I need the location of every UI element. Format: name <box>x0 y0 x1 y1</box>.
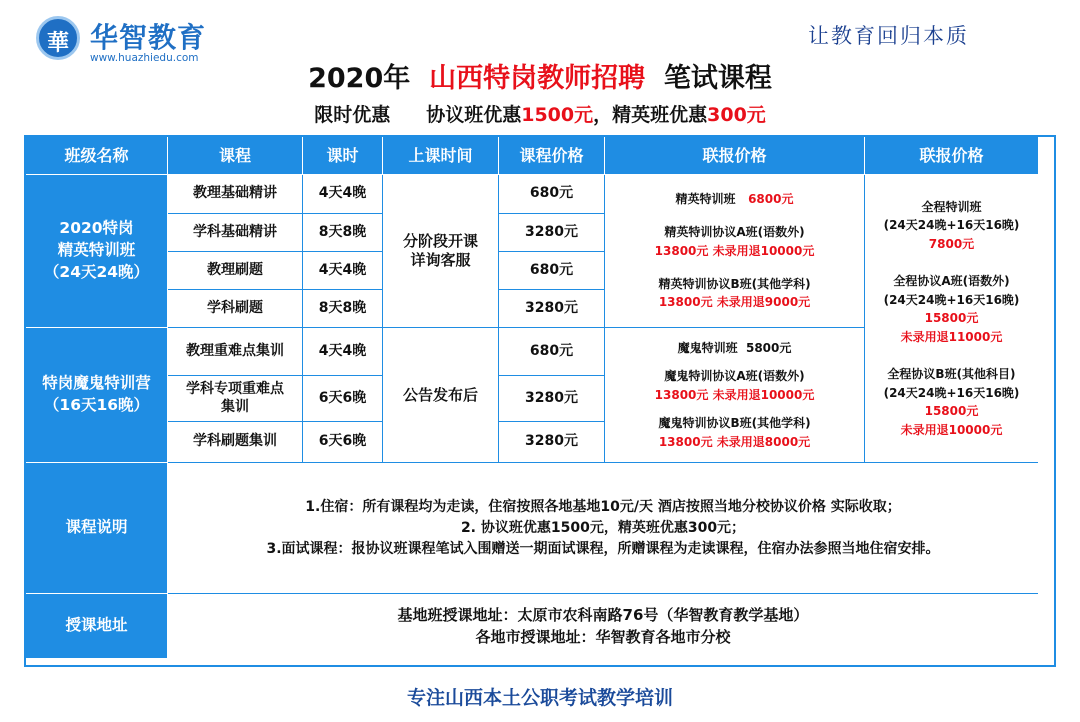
combo-detail: (24天24晚+16天16晚) <box>883 385 1020 400</box>
combo-refund: 未录用退10000元 <box>712 243 815 258</box>
combo-devil <box>605 328 865 463</box>
price-cell: 3280元 <box>499 376 605 422</box>
combo-item <box>678 339 792 358</box>
combo-refund: 未录用退11000元 <box>900 329 1003 344</box>
combo-price: 13800元 <box>658 434 713 449</box>
class-name-elite: 2020特岗 精英特训班 （24天24晚） <box>26 175 168 328</box>
title-suffix: 笔试课程 <box>663 63 772 94</box>
price-cell: 680元 <box>499 175 605 214</box>
promo-label: 限时优惠 <box>314 104 391 126</box>
price-cell: 680元 <box>499 328 605 376</box>
promo-line <box>0 100 1080 127</box>
note-line: 2. 协议班优惠1500元，精英班优惠300元； <box>460 519 746 536</box>
combo-name: 魔鬼特训协议B班(其他学科) <box>658 415 811 430</box>
brand-name: 华智教育 <box>90 21 207 54</box>
combo-name: 魔鬼特训协议A班(语数外) <box>664 369 805 384</box>
schedule-devil: 公告发布后 <box>383 328 499 463</box>
slogan: 让教育回归本质 <box>808 24 969 48</box>
combo-item <box>884 198 1020 254</box>
schedule-elite: 分阶段开课 详询客服 <box>383 175 499 328</box>
combo-refund: 未录用退9000元 <box>716 295 811 310</box>
combo-price: 5800元 <box>745 340 792 355</box>
logo-emblem-icon <box>36 16 80 60</box>
combo-item <box>658 275 810 312</box>
combo-refund: 未录用退10000元 <box>712 387 815 402</box>
combo-price: 15800元 <box>924 311 979 326</box>
combo-name: 魔鬼特训班 <box>677 340 738 355</box>
combo-price: 13800元 <box>658 295 713 310</box>
promo-price-2: 300元 <box>707 104 766 126</box>
combo-detail: (24天24晚+16天16晚) <box>883 218 1020 233</box>
combo-item <box>655 367 815 404</box>
address-line: 各地市授课地址：华智教育各地市分校 <box>475 628 731 646</box>
combo-name: 全程协议A班(语数外) <box>893 274 1010 288</box>
col-header-price: 课程价格 <box>499 137 605 175</box>
logo-char: 華 <box>46 30 69 56</box>
address-label: 授课地址 <box>26 594 168 658</box>
combo-price: 7800元 <box>928 236 975 251</box>
combo-item <box>884 272 1020 346</box>
hours-cell: 4天4晚 <box>303 252 383 290</box>
combo-name: 全程特训班 <box>921 199 982 214</box>
course-cell: 学科专项重难点 集训 <box>168 376 303 422</box>
combo-item <box>655 223 815 260</box>
footer-tagline: 专注山西本土公职考试教学培训 <box>406 687 673 709</box>
price-cell: 3280元 <box>499 422 605 463</box>
title-main: 山西特岗教师招聘 <box>429 63 646 94</box>
note-line: 3.面试课程：报协议班课程笔试入围赠送一期面试课程，所赠课程为走读课程，住宿办法参照当地住宿安排。 <box>266 540 940 557</box>
col-header-schedule: 上课时间 <box>383 137 499 175</box>
col-header-class: 班级名称 <box>26 137 168 175</box>
combo-item <box>884 365 1020 439</box>
notes-body <box>168 463 1038 594</box>
address-line: 基地班授课地址：太原市农科南路76号（华智教育教学基地） <box>397 605 809 624</box>
price-cell: 680元 <box>499 252 605 290</box>
combo-detail: (24天24晚+16天16晚) <box>883 292 1020 307</box>
combo-price: 13800元 <box>654 243 709 258</box>
hours-cell: 6天6晚 <box>303 376 383 422</box>
combo-name: 精英特训班 <box>675 192 736 207</box>
note-line: 1.住宿：所有课程均为走读，住宿按照各地基地10元/天 酒店按照当地分校协议价格 实际收取； <box>305 498 901 515</box>
page-title <box>0 56 1080 95</box>
course-table <box>24 135 1056 667</box>
promo-price-1: 1500元 <box>521 104 594 126</box>
course-cell: 学科刷题 <box>168 290 303 328</box>
course-cell: 教理刷题 <box>168 252 303 290</box>
hours-cell: 4天4晚 <box>303 328 383 376</box>
combo-name: 精英特训协议B班(其他学科) <box>658 276 811 291</box>
combo-elite <box>605 175 865 328</box>
col-header-hours: 课时 <box>303 137 383 175</box>
col-header-combo-full: 联报价格 <box>865 137 1038 175</box>
brand-url: www.huazhiedu.com <box>90 52 199 64</box>
combo-full <box>865 175 1038 463</box>
notes-label: 课程说明 <box>26 463 168 594</box>
hours-cell: 8天8晚 <box>303 290 383 328</box>
combo-name: 精英特训协议A班(语数外) <box>664 225 805 240</box>
hours-cell: 6天6晚 <box>303 422 383 463</box>
price-cell: 3280元 <box>499 290 605 328</box>
title-year: 2020年 <box>308 63 411 94</box>
promo-text-2: ，精英班优惠 <box>593 104 708 126</box>
hours-cell: 8天8晚 <box>303 214 383 252</box>
combo-item <box>676 190 794 209</box>
course-cell: 学科基础精讲 <box>168 214 303 252</box>
class-name-devil: 特岗魔鬼特训营 （16天16晚） <box>26 328 168 463</box>
combo-price: 13800元 <box>654 387 709 402</box>
price-cell: 3280元 <box>499 214 605 252</box>
combo-refund: 未录用退10000元 <box>900 422 1003 437</box>
course-cell: 教理重难点集训 <box>168 328 303 376</box>
combo-name: 全程协议B班(其他科目) <box>887 366 1016 381</box>
combo-price: 6800元 <box>748 192 794 207</box>
col-header-course: 课程 <box>168 137 303 175</box>
col-header-combo: 联报价格 <box>605 137 865 175</box>
hours-cell: 4天4晚 <box>303 175 383 214</box>
combo-price: 15800元 <box>924 404 979 419</box>
combo-item <box>658 414 810 451</box>
course-cell: 教理基础精讲 <box>168 175 303 214</box>
address-body <box>168 594 1038 658</box>
promo-text-1: 协议班优惠 <box>426 104 522 126</box>
combo-refund: 未录用退8000元 <box>716 434 811 449</box>
course-cell: 学科刷题集训 <box>168 422 303 463</box>
